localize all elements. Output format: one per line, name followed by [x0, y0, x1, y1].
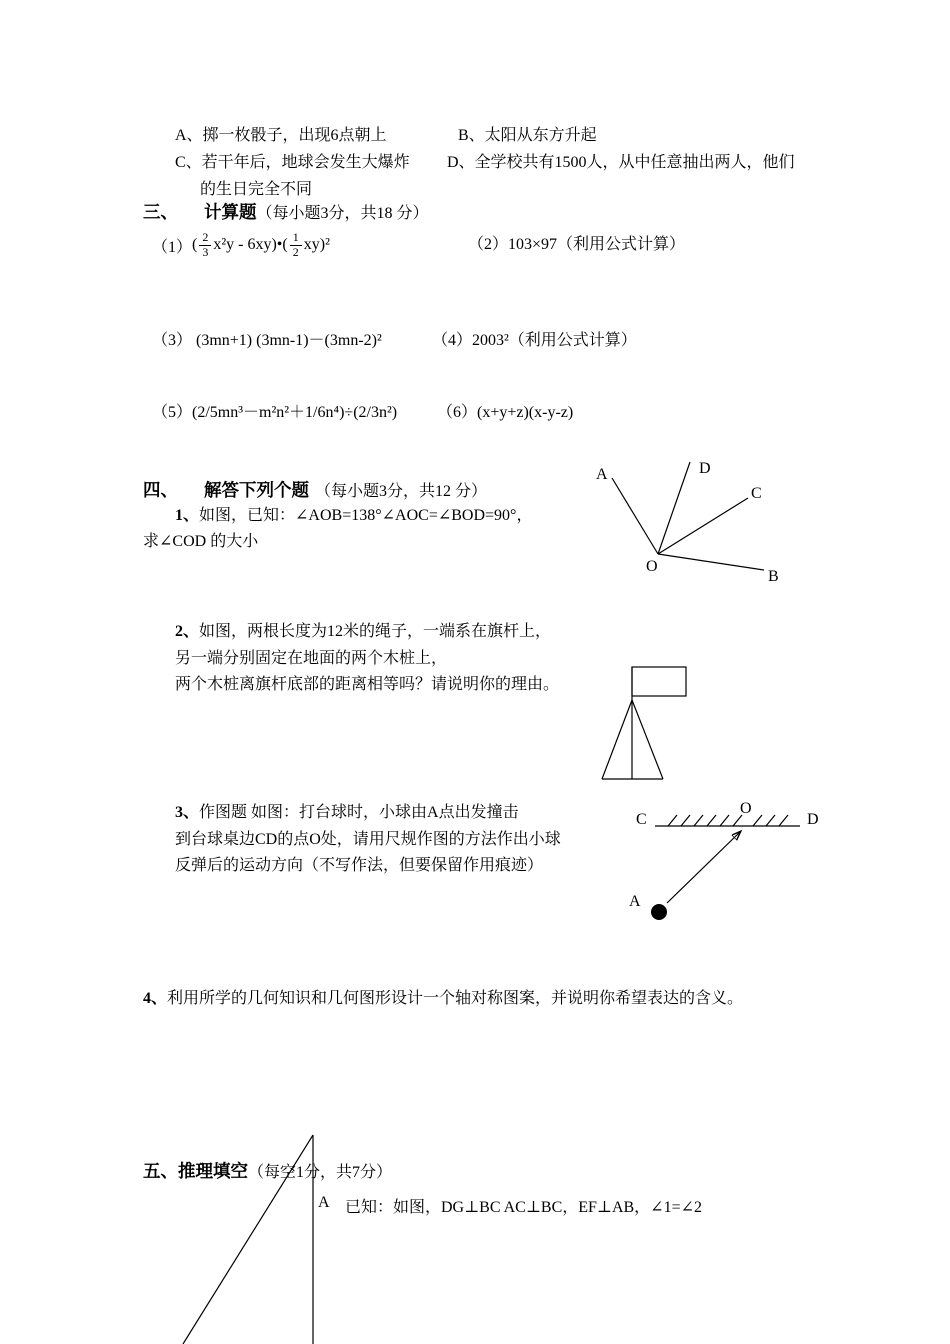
ray-oc [658, 498, 748, 554]
solve-question-3-line3: 反弹后的运动方向（不写作法，但要保留作用痕迹） [175, 857, 544, 874]
calc-question-2: （2）103×97（利用公式计算） [468, 236, 686, 253]
fraction-denominator: 3 [202, 244, 209, 259]
hatch-mark [681, 815, 690, 826]
solve-question-2-line2: 另一端分别固定在地面的两个木桩上， [175, 650, 448, 667]
fraction-denominator: 2 [292, 244, 299, 259]
section4-title: 解答下列个题 [204, 480, 309, 500]
calc-question-1 [152, 231, 330, 260]
point-label-b: B [768, 568, 779, 585]
choice-option-d: D、全学校共有1500人，从中任意抽出两人，他们 [447, 154, 795, 171]
section3-number: 三、 [143, 202, 178, 222]
rope-right [632, 700, 663, 779]
hatch-mark [720, 815, 729, 826]
billiard-ball [651, 904, 667, 920]
calc-question-6: （6）(x+y+z)(x-y-z) [437, 404, 574, 421]
solve-question-3-line1 [175, 799, 519, 822]
section5-title: 推理填空 [178, 1161, 248, 1181]
point-label-o: O [740, 800, 752, 817]
hatch-mark [779, 815, 788, 826]
calc-q1-fraction-2 [290, 231, 302, 260]
rope-left [602, 700, 632, 779]
billiard-diagram [620, 790, 830, 935]
given-point-label: A [318, 1194, 330, 1211]
question-text: 利用所学的几何知识和几何图形设计一个轴对称图案，并说明你希望表达的含义。 [167, 990, 744, 1007]
question-number: 4、 [143, 990, 168, 1007]
calc-question-5: （5）(2/5mn³－m²n²＋1/6n⁴)÷(2/3n²) [152, 404, 398, 421]
ray-od [658, 462, 690, 554]
angle-diagram [580, 452, 800, 597]
calc-q1-fraction-1 [199, 231, 211, 260]
question-text: 如图，已知：∠AOB=138°∠AOC=∠BOD=90°， [199, 507, 533, 524]
point-label-o: O [646, 558, 658, 575]
calc-question-3: （3） (3mn+1) (3mn-1)－(3mn-2)² [152, 332, 382, 349]
choice-option-a: A、掷一枚骰子，出现6点朝上 [175, 127, 387, 144]
solve-question-1-line1 [175, 502, 532, 525]
point-label-d: D [807, 811, 819, 828]
calc-q1-open-paren: ( [192, 236, 198, 254]
question-number: 3、 [175, 804, 200, 821]
point-label-c: C [636, 811, 647, 828]
section3-heading [143, 199, 429, 224]
question-text: 作图题 如图：打台球时，小球由A点出发撞击 [199, 804, 519, 821]
given-statement: 已知：如图，DG⊥BC AC⊥BC，EF⊥AB，∠1=∠2 [345, 1199, 703, 1216]
point-label-a: A [596, 466, 608, 483]
point-label-a: A [629, 893, 641, 910]
fraction-numerator: 2 [199, 231, 211, 246]
section5-heading [143, 1158, 392, 1183]
hatch-mark [694, 815, 703, 826]
section5-number: 五、 [143, 1161, 178, 1181]
question-number: 2、 [175, 623, 200, 640]
choice-option-c: C、若干年后，地球会发生大爆炸 [175, 154, 410, 171]
choice-option-d-continued: 的生日完全不同 [200, 181, 313, 198]
section4-number: 四、 [143, 480, 178, 500]
calc-q1-middle: x²y - 6xy)•( [213, 236, 288, 254]
calc-question-4: （4）2003²（利用公式计算） [432, 332, 637, 349]
solve-question-2-line1 [175, 618, 551, 641]
ball-path-arrow [667, 832, 740, 903]
hatch-mark [766, 815, 775, 826]
question-text: 如图，两根长度为12米的绳子，一端系在旗杆上， [199, 623, 552, 640]
solve-question-2-line3: 两个木桩离旗杆底部的距离相等吗？请说明你的理由。 [175, 676, 560, 693]
hatch-mark [707, 815, 716, 826]
choice-option-b: B、太阳从东方升起 [458, 127, 597, 144]
calc-q1-end: xy)² [303, 236, 330, 254]
ray-oa [612, 478, 658, 554]
section4-meta: （每小题3分，共12 分） [315, 483, 488, 500]
ray-ob [658, 554, 764, 570]
section3-title: 计算题 [204, 202, 257, 222]
point-label-d: D [699, 460, 711, 477]
flag-rectangle [632, 667, 686, 696]
solve-question-1-line2: 求∠COD 的大小 [143, 533, 259, 550]
solve-question-4 [143, 985, 743, 1008]
calc-q1-label: （1） [152, 238, 193, 256]
hatch-mark [668, 815, 677, 826]
section4-heading [143, 477, 487, 502]
section5-meta: （每空1分，共7分） [248, 1164, 393, 1181]
question-number: 1、 [175, 507, 200, 524]
point-label-c: C [751, 485, 762, 502]
fraction-numerator: 1 [290, 231, 302, 246]
solve-question-3-line2: 到台球桌边CD的点O处，请用尺规作图的方法作出小球 [175, 831, 561, 848]
flagpole-diagram [595, 660, 705, 785]
hatch-mark [753, 815, 762, 826]
section3-meta: （每小题3分，共18 分） [256, 205, 429, 222]
